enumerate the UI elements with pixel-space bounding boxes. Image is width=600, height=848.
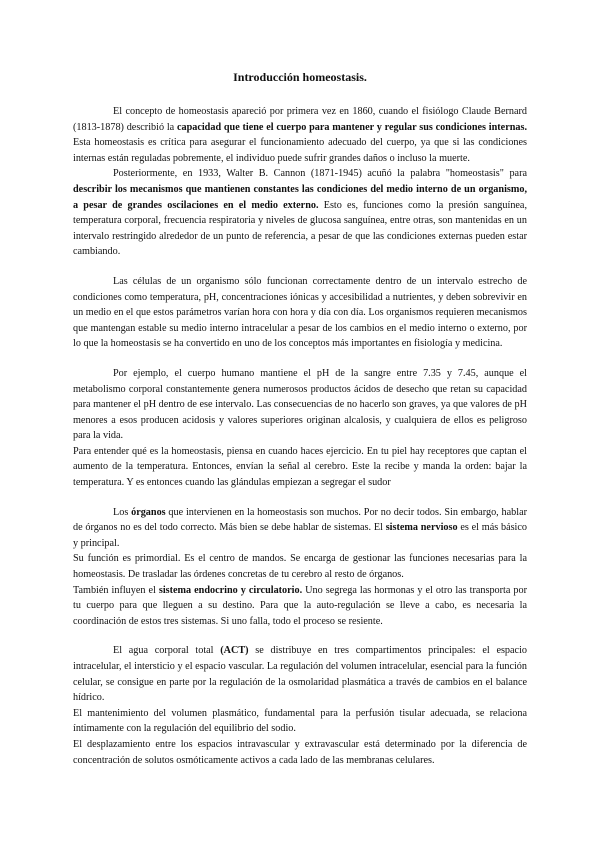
- spacer: [73, 491, 527, 505]
- document-title: Introducción homeostasis.: [233, 70, 367, 84]
- highlight-act: (ACT): [220, 645, 249, 657]
- highlight-endocrino: sistema endocrino y circulatorio.: [158, 584, 303, 596]
- highlight-mecanismos: describir los mecanismos que mantienen constantes las condiciones del medio interno de un organismo, a pesar de grandes oscilaciones en el medio externo.: [73, 183, 527, 211]
- paragraph-sistemas: También influyen el sistema endocrino y circulatorio. Uno segrega las hormonas y el otro las transporta por tu cuerpo para que lleguen a su destino. Para que la auto-regulación se lleve a cabo, es necesaria la coordinación de estos tres sistemas. Si uno falla, todo el proceso se resiente.: [73, 584, 527, 627]
- paragraph-desplazamiento: El desplazamiento entre los espacios intravascular y extravascular está determinado por la diferencia de concentración de solutos osmóticamente activos a cada lado de las membranas celulares.: [73, 738, 527, 766]
- highlight-organos: órganos: [131, 506, 166, 518]
- spacer: [73, 260, 527, 274]
- highlight-sistema-nervioso: sistema nervioso: [385, 522, 458, 534]
- paragraph-bernard: El concepto de homeostasis apareció por primera vez en 1860, cuando el fisiólogo Claude Bernard (1813-1878) describió la capacidad que tiene el cuerpo para mantener y regular sus condiciones internas. Esta homeostasis es crítica para asegurar el funcionamiento adecuado del cuerpo, ya que si las condiciones internas están reguladas pobremente, el individuo puede sufrir grandes daños o incluso la muerte.: [73, 106, 527, 164]
- paragraph-cannon: Posteriormente, en 1933, Walter B. Cannon (1871-1945) acuñó la palabra "homeostasis" para describir los mecanismos que mantienen constantes las condiciones del medio interno de un organismo, a pesar de grandes oscilaciones en el medio externo. Esto es, funciones como la presión sanguínea, temperatura corporal, frecuencia respiratoria y niveles de glucosa sanguínea, entre otras, son mantenidas en un intervalo restringido alrededor de un punto de referencia, a pesar de que las condiciones externas pueden estar cambiando.: [73, 168, 527, 258]
- paragraph-organos: Los órganos que intervienen en la homeostasis son muchos. Por no decir todos. Sin embargo, hablar de órganos no es del todo correcto. Más bien se debe hablar de sistemas. El sistema nervioso es el más básico y principal.: [73, 506, 528, 549]
- paragraph-ejercicio: Para entender qué es la homeostasis, piensa en cuando haces ejercicio. En tu piel hay receptores que captan el aumento de la temperatura. Entonces, envían la señal al cerebro. Este la recibe y manda la orden: bajar la temperatura. Y es entonces cuando las glándulas empiezan a segregar el sudor: [73, 445, 527, 489]
- paragraph-volumen: El mantenimiento del volumen plasmático, fundamental para la perfusión tisular adecuada, se relaciona íntimamente con la regulación del equilibrio del sodio.: [73, 707, 527, 735]
- paragraph-ph: Por ejemplo, el cuerpo humano mantiene el pH de la sangre entre 7.35 y 7.45, aunque el metabolismo corporal constantemente genera numerosos productos ácidos de desecho que retan su capacidad para mantener el pH dentro de ese intervalo. Las consecuencias de no hacerlo son graves, ya que valores de pH menores a esos producen acidosis y valores superiores originan alcalosis, y cualquiera de ellos es peligroso para la vida.: [73, 367, 527, 442]
- paragraph-agua: El agua corporal total (ACT) se distribuye en tres compartimentos principales: el espacio intracelular, el intersticio y el espacio vascular. La regulación del volumen intracelular, esencial para la función celular, se consigue en parte por la regulación de la osmolaridad plasmática a través de cambios en el balance hídrico.: [73, 645, 527, 704]
- paragraph-funcion: Su función es primordial. Es el centro de mandos. Se encarga de gestionar las funciones necesarias para la homeostasis. De trasladar las órdenes concretas de tu cerebro al resto de órganos.: [73, 553, 527, 581]
- paragraph-celulas: Las células de un organismo sólo funcionan correctamente dentro de un intervalo estrecho de condiciones como temperatura, pH, concentraciones iónicas y accesibilidad a nutrientes, y deben sobrevivir en un medio en el que estos parámetros varían hora con hora y día con día. Los organismos requieren mecanismos que mantengan estable su medio interno intracelular a pesar de los cambios en el medio interno o externo, por lo que la homeostasis se ha convertido en uno de los conceptos más importantes en fisiología y medicina.: [73, 275, 527, 350]
- spacer: [73, 629, 527, 643]
- highlight-capacidad: capacidad que tiene el cuerpo para mantener y regular sus condiciones internas.: [176, 121, 527, 133]
- spacer: [73, 352, 527, 366]
